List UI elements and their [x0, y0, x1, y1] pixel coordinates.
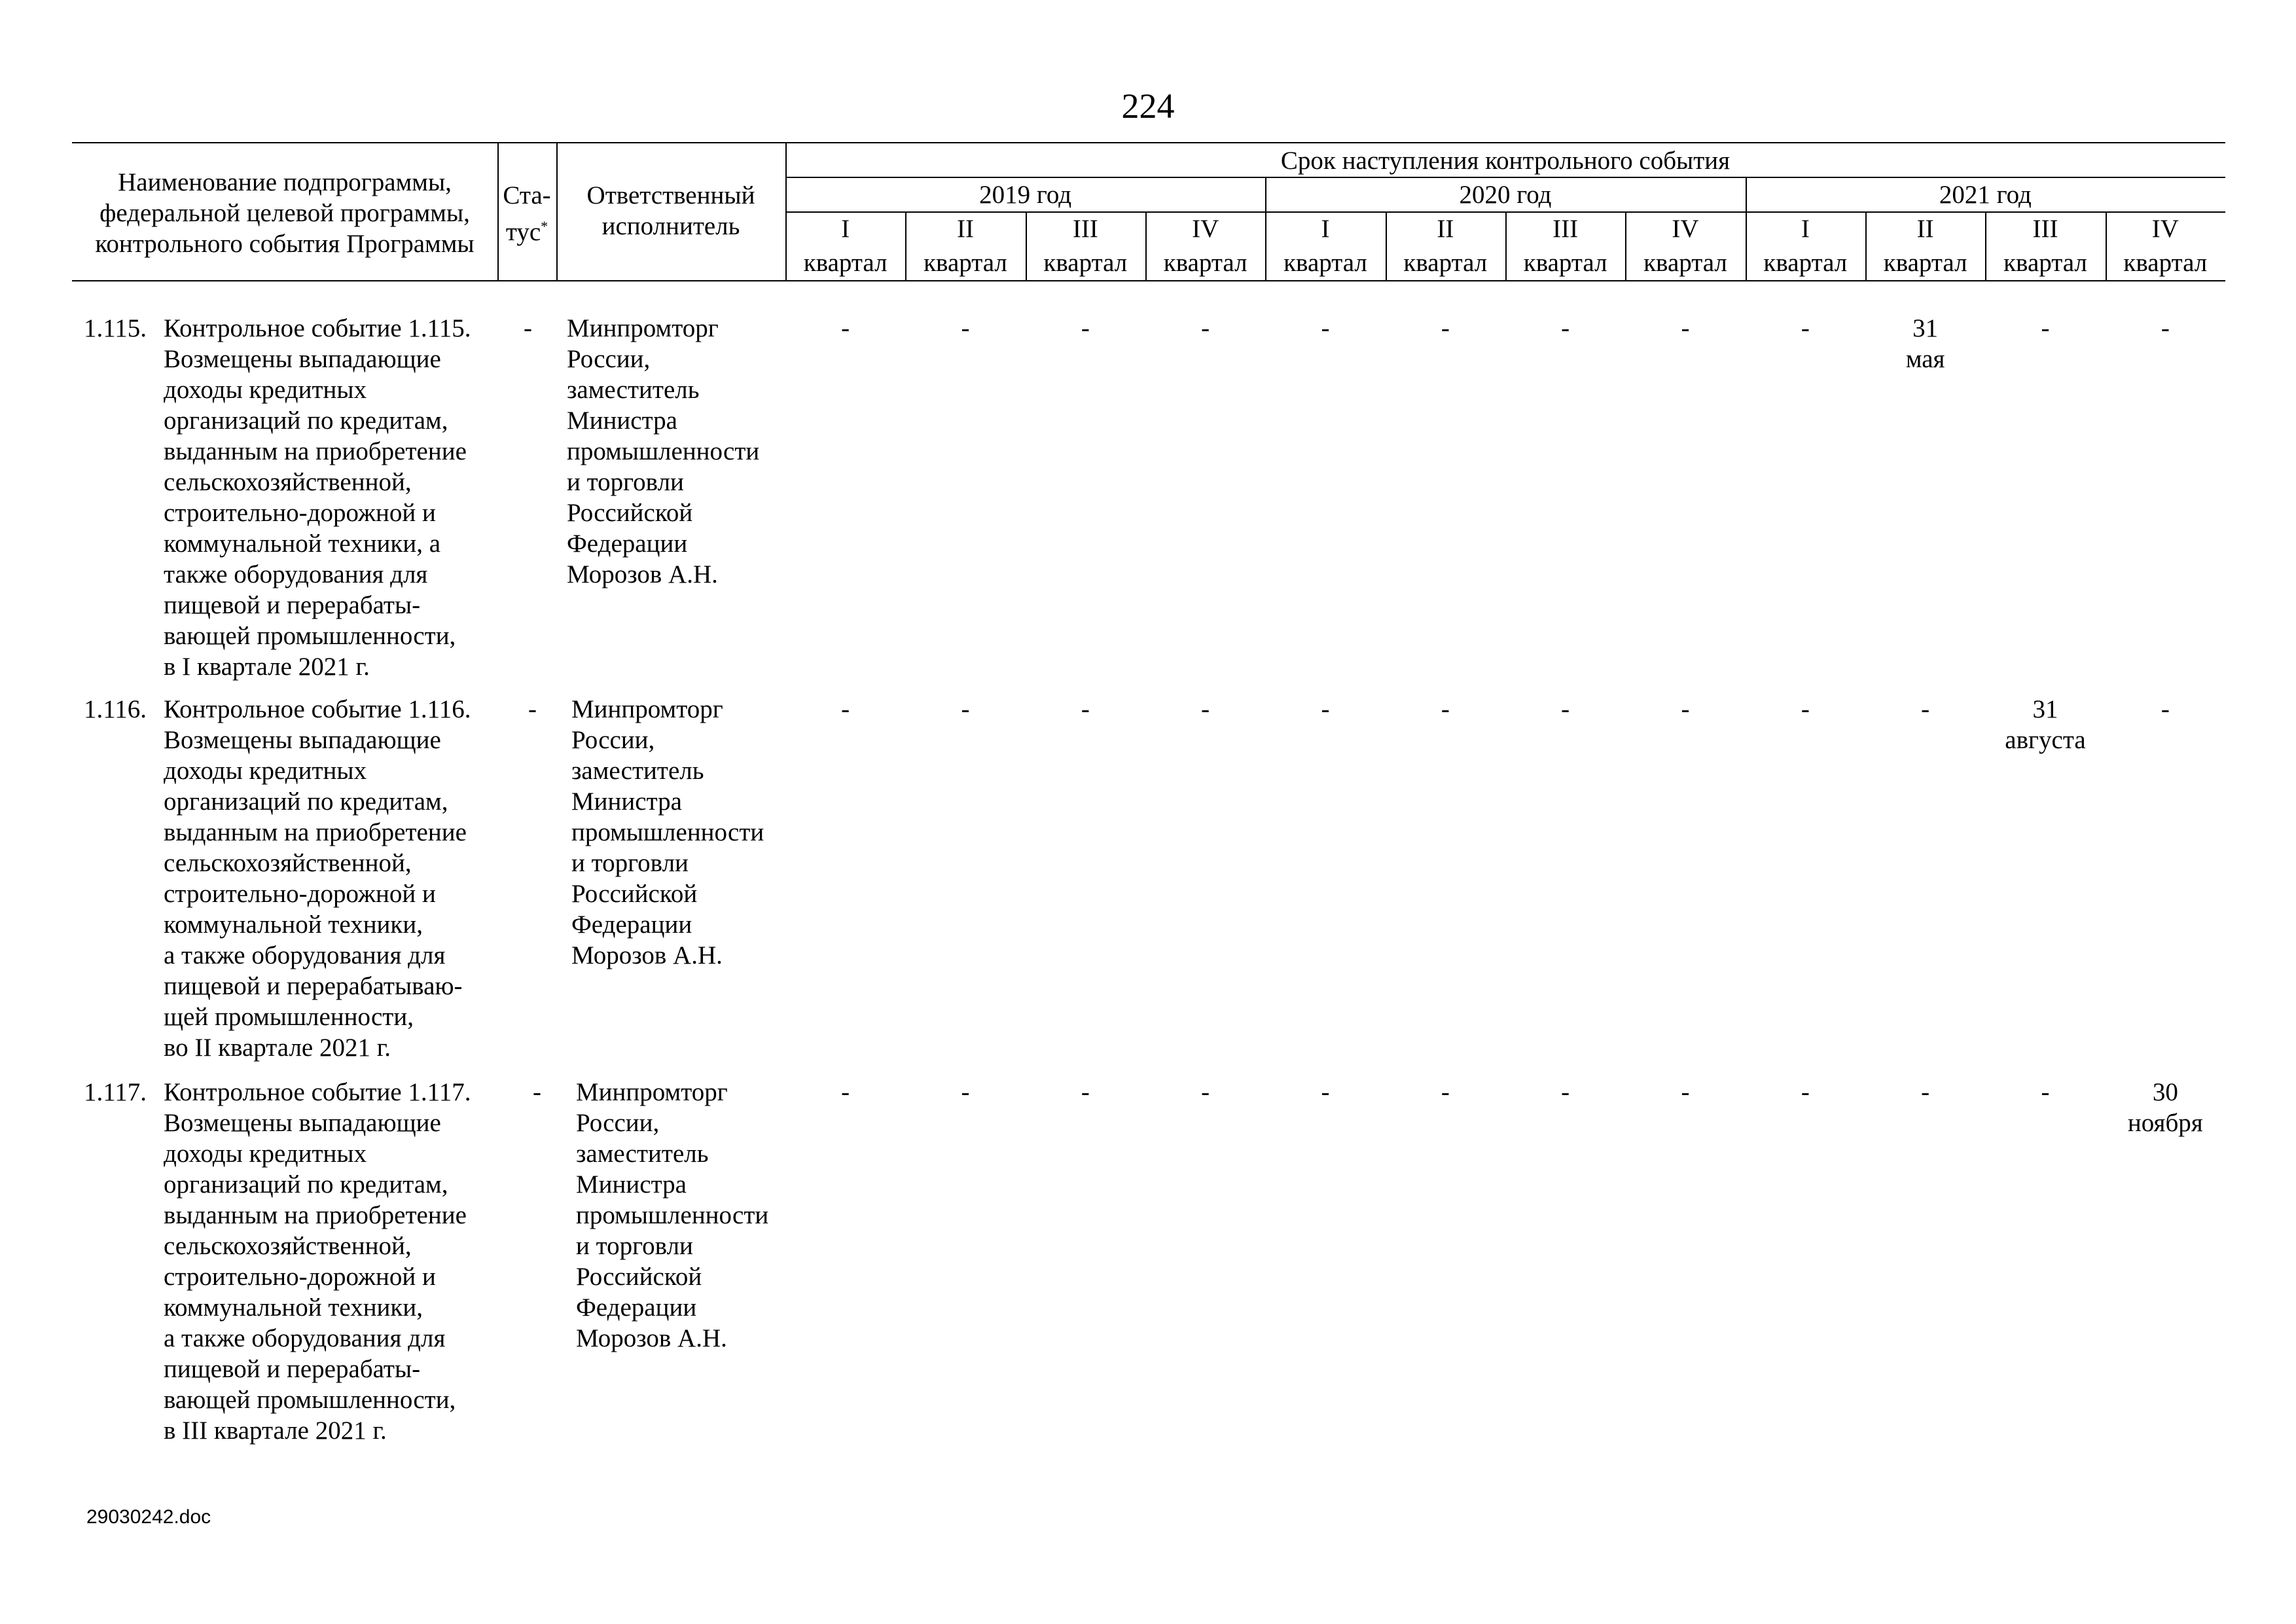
row-number: 1.116.: [84, 695, 147, 723]
row-quarter-value: -: [1321, 1078, 1330, 1106]
row-executor: промышленности: [571, 818, 764, 846]
header-quarter-word: квартал: [2123, 249, 2208, 277]
row-status: -: [524, 314, 532, 342]
row-quarter-value: -: [1201, 695, 1210, 723]
row-quarter-value: -: [1801, 1078, 1810, 1106]
header-quarter-word: квартал: [803, 249, 888, 277]
status-footnote-mark: *: [541, 218, 548, 234]
row-event-name: сельскохозяйственной,: [164, 849, 412, 877]
row-event-name: организаций по кредитам,: [164, 787, 448, 816]
row-quarter-value: мая: [1905, 345, 1945, 373]
row-quarter-value: -: [841, 314, 850, 342]
header-quarter-word: квартал: [924, 249, 1007, 277]
row-event-name: организаций по кредитам,: [164, 1170, 448, 1199]
header-name-column: федеральной целевой программы,: [99, 199, 470, 227]
row-quarter-value: августа: [2005, 726, 2086, 754]
row-quarter-value: -: [1921, 1078, 1930, 1106]
row-event-name: строительно-дорожной и: [164, 499, 436, 527]
row-event-name: во II квартале 2021 г.: [164, 1034, 391, 1062]
row-event-name: щей промышленности,: [164, 1003, 414, 1031]
row-quarter-value: -: [1321, 695, 1330, 723]
row-event-name: доходы кредитных: [164, 1140, 367, 1168]
row-quarter-value: -: [841, 1078, 850, 1106]
row-quarter-value: -: [2161, 314, 2170, 342]
row-number: 1.115.: [84, 314, 147, 342]
row-executor: России,: [571, 726, 655, 754]
row-quarter-value: -: [1921, 695, 1930, 723]
row-executor: и торговли: [576, 1232, 693, 1260]
row-quarter-value: -: [1441, 1078, 1450, 1106]
footer-filename: 29030242.doc: [86, 1506, 211, 1528]
header-year: 2019 год: [979, 181, 1072, 209]
header-quarter-word: квартал: [1763, 249, 1848, 277]
row-quarter-value: -: [961, 314, 970, 342]
header-quarter-numeral: IV: [2151, 215, 2179, 243]
row-event-name: в I квартале 2021 г.: [164, 653, 370, 681]
header-status-column: тус*: [505, 218, 548, 246]
row-event-name: Возмещены выпадающие: [164, 1109, 441, 1137]
row-quarter-value: -: [1561, 314, 1570, 342]
row-executor: и торговли: [571, 849, 689, 877]
row-executor: Министра: [567, 406, 677, 435]
header-status-column: Ста-: [503, 181, 551, 209]
row-quarter-value: 31: [1912, 314, 1939, 342]
row-quarter-value: -: [1681, 695, 1690, 723]
header-quarter-word: квартал: [1043, 249, 1128, 277]
row-executor: России,: [576, 1109, 660, 1137]
row-event-name: организаций по кредитам,: [164, 406, 448, 435]
row-executor: Морозов А.Н.: [576, 1324, 727, 1352]
header-quarter-numeral: II: [957, 215, 974, 243]
row-executor: Федерации: [567, 530, 688, 558]
row-executor: промышленности: [576, 1201, 769, 1229]
header-quarter-numeral: II: [1437, 215, 1454, 243]
row-executor: Федерации: [576, 1293, 697, 1322]
row-quarter-value: -: [1681, 1078, 1690, 1106]
row-quarter-value: -: [1561, 1078, 1570, 1106]
header-year: 2020 год: [1459, 181, 1552, 209]
row-number: 1.117.: [84, 1078, 147, 1106]
row-event-name: Контрольное событие 1.115.: [164, 314, 471, 342]
header-quarter-numeral: IV: [1672, 215, 1699, 243]
header-quarter-word: квартал: [2003, 249, 2087, 277]
row-executor: Минпромторг: [576, 1078, 728, 1106]
row-event-name: сельскохозяйственной,: [164, 468, 412, 496]
row-quarter-value: -: [1201, 314, 1210, 342]
row-executor: Российской: [576, 1263, 702, 1291]
row-event-name: Возмещены выпадающие: [164, 726, 441, 754]
header-quarter-numeral: I: [841, 215, 850, 243]
header-quarter-word: квартал: [1883, 249, 1967, 277]
row-executor: Морозов А.Н.: [567, 560, 718, 588]
header-executor-column: Ответственный: [586, 181, 755, 209]
row-event-name: выданным на приобретение: [164, 437, 467, 465]
row-executor: заместитель: [571, 757, 704, 785]
row-quarter-value: -: [2041, 1078, 2050, 1106]
row-quarter-value: -: [1681, 314, 1690, 342]
row-quarter-value: 30: [2152, 1078, 2178, 1106]
row-quarter-value: -: [2161, 695, 2170, 723]
row-event-name: Возмещены выпадающие: [164, 345, 441, 373]
row-quarter-value: -: [1801, 314, 1810, 342]
row-status: -: [528, 695, 537, 723]
header-quarter-numeral: I: [1801, 215, 1810, 243]
row-event-name: выданным на приобретение: [164, 818, 467, 846]
row-event-name: коммунальной техники,: [164, 911, 423, 939]
row-event-name: коммунальной техники,: [164, 1293, 423, 1322]
row-event-name: Контрольное событие 1.117.: [164, 1078, 471, 1106]
row-event-name: пищевой и перерабатываю-: [164, 972, 463, 1000]
row-event-name: выданным на приобретение: [164, 1201, 467, 1229]
row-event-name: вающей промышленности,: [164, 1386, 456, 1414]
row-executor: Российской: [571, 880, 698, 908]
row-event-name: доходы кредитных: [164, 376, 367, 404]
header-executor-column: исполнитель: [601, 212, 740, 240]
row-quarter-value: -: [1441, 314, 1450, 342]
row-executor: Морозов А.Н.: [571, 941, 723, 969]
header-quarter-numeral: II: [1916, 215, 1934, 243]
row-event-name: а также оборудования для: [164, 1324, 446, 1352]
row-quarter-value: -: [1081, 695, 1090, 723]
table-top-border: [72, 142, 2225, 143]
header-deadline-title: Срок наступления контрольного события: [1280, 147, 1731, 175]
row-executor: Министра: [571, 787, 682, 816]
row-executor: Российской: [567, 499, 693, 527]
row-event-name: пищевой и перерабаты-: [164, 591, 421, 619]
row-quarter-value: ноября: [2127, 1109, 2203, 1137]
header-quarter-numeral: IV: [1192, 215, 1219, 243]
row-executor: Федерации: [571, 911, 692, 939]
row-executor: промышленности: [567, 437, 760, 465]
row-executor: Минпромторг: [571, 695, 723, 723]
row-quarter-value: 31: [2032, 695, 2058, 723]
header-quarter-word: квартал: [1643, 249, 1727, 277]
header-quarter-numeral: III: [1072, 215, 1098, 243]
row-quarter-value: -: [2041, 314, 2050, 342]
row-event-name: сельскохозяйственной,: [164, 1232, 412, 1260]
row-quarter-value: -: [841, 695, 850, 723]
row-executor: Минпромторг: [567, 314, 719, 342]
header-quarter-word: квартал: [1523, 249, 1607, 277]
row-event-name: коммунальной техники, а: [164, 530, 441, 558]
row-quarter-value: -: [1081, 314, 1090, 342]
header-name-column: контрольного события Программы: [95, 230, 475, 258]
header-quarter-word: квартал: [1163, 249, 1247, 277]
row-quarter-value: -: [1081, 1078, 1090, 1106]
row-quarter-value: -: [1321, 314, 1330, 342]
row-executor: заместитель: [567, 376, 700, 404]
row-quarter-value: -: [1801, 695, 1810, 723]
row-executor: и торговли: [567, 468, 684, 496]
row-event-name: пищевой и перерабаты-: [164, 1355, 421, 1383]
row-event-name: в III квартале 2021 г.: [164, 1416, 387, 1445]
header-quarter-numeral: III: [2032, 215, 2058, 243]
row-event-name: строительно-дорожной и: [164, 880, 436, 908]
header-name-column: Наименование подпрограммы,: [118, 168, 452, 196]
header-bottom-border: [72, 280, 2225, 281]
row-event-name: а также оборудования для: [164, 941, 446, 969]
row-quarter-value: -: [1201, 1078, 1210, 1106]
row-quarter-value: -: [961, 1078, 970, 1106]
row-event-name: строительно-дорожной и: [164, 1263, 436, 1291]
header-quarter-word: квартал: [1283, 249, 1367, 277]
header-quarter-numeral: III: [1552, 215, 1579, 243]
header-quarter-word: квартал: [1403, 249, 1488, 277]
deadline-divider: [785, 177, 2225, 178]
row-quarter-value: -: [961, 695, 970, 723]
page-number: 224: [1121, 86, 1175, 126]
row-event-name: также оборудования для: [164, 560, 428, 588]
row-event-name: доходы кредитных: [164, 757, 367, 785]
row-event-name: вающей промышленности,: [164, 622, 456, 650]
row-status: -: [533, 1078, 541, 1106]
row-executor: России,: [567, 345, 651, 373]
row-executor: Министра: [576, 1170, 687, 1199]
row-executor: заместитель: [576, 1140, 709, 1168]
header-year: 2021 год: [1939, 181, 2032, 209]
row-event-name: Контрольное событие 1.116.: [164, 695, 471, 723]
row-quarter-value: -: [1441, 695, 1450, 723]
row-quarter-value: -: [1561, 695, 1570, 723]
header-quarter-numeral: I: [1321, 215, 1330, 243]
